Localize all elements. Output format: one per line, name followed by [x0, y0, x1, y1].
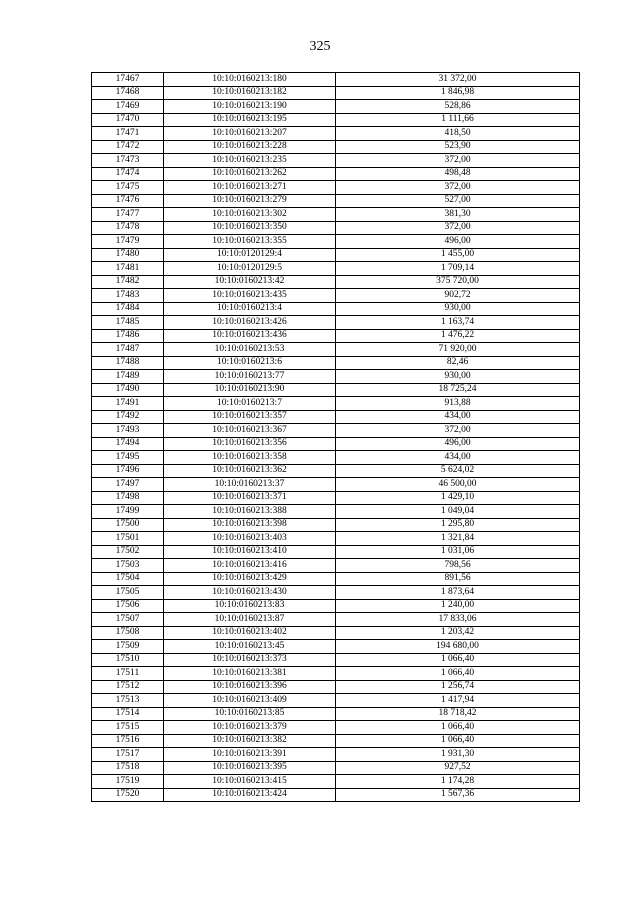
cadastral-number-cell: 10:10:0160213:4: [164, 302, 336, 316]
row-number-cell: 17471: [92, 127, 164, 141]
value-cell: 930,00: [336, 302, 580, 316]
table-row: [92, 734, 580, 748]
cadastral-number-cell: 10:10:0160213:271: [164, 181, 336, 195]
value-cell: 1 111,66: [336, 113, 580, 127]
value-cell: 5 624,02: [336, 464, 580, 478]
table-row: [92, 154, 580, 168]
value-cell: 1 256,74: [336, 680, 580, 694]
row-number-cell: 17488: [92, 356, 164, 370]
value-cell: 1 066,40: [336, 667, 580, 681]
value-cell: 372,00: [336, 154, 580, 168]
table-row: [92, 640, 580, 654]
row-number-cell: 17493: [92, 424, 164, 438]
table-row: [92, 478, 580, 492]
table-row: [92, 559, 580, 573]
value-cell: 798,56: [336, 559, 580, 573]
table-row: [92, 370, 580, 384]
table-row: [92, 181, 580, 195]
row-number-cell: 17481: [92, 262, 164, 276]
value-cell: 1 476,22: [336, 329, 580, 343]
cadastral-number-cell: 10:10:0160213:279: [164, 194, 336, 208]
value-cell: 902,72: [336, 289, 580, 303]
table-row: [92, 167, 580, 181]
row-number-cell: 17516: [92, 734, 164, 748]
row-number-cell: 17509: [92, 640, 164, 654]
value-cell: 1 066,40: [336, 734, 580, 748]
cadastral-number-cell: 10:10:0160213:415: [164, 775, 336, 789]
cadastral-number-cell: 10:10:0160213:373: [164, 653, 336, 667]
value-cell: 434,00: [336, 410, 580, 424]
table-row: [92, 383, 580, 397]
value-cell: 1 163,74: [336, 316, 580, 330]
value-cell: 1 049,04: [336, 505, 580, 519]
row-number-cell: 17500: [92, 518, 164, 532]
row-number-cell: 17479: [92, 235, 164, 249]
cadastral-number-cell: 10:10:0160213:228: [164, 140, 336, 154]
table-row: [92, 491, 580, 505]
table-row: [92, 788, 580, 802]
value-cell: 18 718,42: [336, 707, 580, 721]
table-row: [92, 86, 580, 100]
table-row: [92, 599, 580, 613]
cadastral-number-cell: 10:10:0160213:398: [164, 518, 336, 532]
table-row: [92, 410, 580, 424]
value-cell: 496,00: [336, 235, 580, 249]
value-cell: 1 709,14: [336, 262, 580, 276]
value-cell: 71 920,00: [336, 343, 580, 357]
value-cell: 913,88: [336, 397, 580, 411]
row-number-cell: 17483: [92, 289, 164, 303]
row-number-cell: 17494: [92, 437, 164, 451]
cadastral-number-cell: 10:10:0160213:409: [164, 694, 336, 708]
value-cell: 1 174,28: [336, 775, 580, 789]
cadastral-number-cell: 10:10:0160213:37: [164, 478, 336, 492]
row-number-cell: 17505: [92, 586, 164, 600]
value-cell: 46 500,00: [336, 478, 580, 492]
row-number-cell: 17487: [92, 343, 164, 357]
row-number-cell: 17512: [92, 680, 164, 694]
cadastral-number-cell: 10:10:0160213:402: [164, 626, 336, 640]
value-cell: 31 372,00: [336, 73, 580, 87]
table-row: [92, 140, 580, 154]
value-cell: 1 203,42: [336, 626, 580, 640]
cadastral-number-cell: 10:10:0160213:435: [164, 289, 336, 303]
value-cell: 1 066,40: [336, 653, 580, 667]
cadastral-number-cell: 10:10:0160213:381: [164, 667, 336, 681]
row-number-cell: 17467: [92, 73, 164, 87]
cadastral-number-cell: 10:10:0160213:396: [164, 680, 336, 694]
cadastral-number-cell: 10:10:0160213:42: [164, 275, 336, 289]
cadastral-number-cell: 10:10:0160213:362: [164, 464, 336, 478]
value-cell: 372,00: [336, 181, 580, 195]
row-number-cell: 17507: [92, 613, 164, 627]
value-cell: 1 417,94: [336, 694, 580, 708]
table-row: [92, 680, 580, 694]
row-number-cell: 17496: [92, 464, 164, 478]
table-row: [92, 653, 580, 667]
value-cell: 1 873,64: [336, 586, 580, 600]
table-row: [92, 100, 580, 114]
row-number-cell: 17497: [92, 478, 164, 492]
value-cell: 372,00: [336, 221, 580, 235]
table-row: [92, 248, 580, 262]
value-cell: 1 321,84: [336, 532, 580, 546]
table-row: [92, 586, 580, 600]
cadastral-number-cell: 10:10:0160213:45: [164, 640, 336, 654]
value-cell: 1 066,40: [336, 721, 580, 735]
table-row: [92, 464, 580, 478]
value-cell: 1 455,00: [336, 248, 580, 262]
row-number-cell: 17517: [92, 748, 164, 762]
table-row: [92, 518, 580, 532]
row-number-cell: 17486: [92, 329, 164, 343]
row-number-cell: 17478: [92, 221, 164, 235]
value-cell: 1 846,98: [336, 86, 580, 100]
row-number-cell: 17484: [92, 302, 164, 316]
row-number-cell: 17474: [92, 167, 164, 181]
row-number-cell: 17468: [92, 86, 164, 100]
row-number-cell: 17501: [92, 532, 164, 546]
row-number-cell: 17473: [92, 154, 164, 168]
value-cell: 927,52: [336, 761, 580, 775]
cadastral-number-cell: 10:10:0160213:429: [164, 572, 336, 586]
value-cell: 1 429,10: [336, 491, 580, 505]
row-number-cell: 17510: [92, 653, 164, 667]
row-number-cell: 17469: [92, 100, 164, 114]
table-row: [92, 275, 580, 289]
cadastral-number-cell: 10:10:0160213:424: [164, 788, 336, 802]
row-number-cell: 17515: [92, 721, 164, 735]
table-row: [92, 721, 580, 735]
table-row: [92, 221, 580, 235]
value-cell: 527,00: [336, 194, 580, 208]
value-cell: 498,48: [336, 167, 580, 181]
cadastral-number-cell: 10:10:0160213:403: [164, 532, 336, 546]
cadastral-number-cell: 10:10:0160213:53: [164, 343, 336, 357]
table-row: [92, 397, 580, 411]
value-cell: 496,00: [336, 437, 580, 451]
table-row: [92, 437, 580, 451]
table-row: [92, 73, 580, 87]
cadastral-number-cell: 10:10:0160213:77: [164, 370, 336, 384]
cadastral-number-cell: 10:10:0160213:180: [164, 73, 336, 87]
value-cell: 17 833,06: [336, 613, 580, 627]
table-row: [92, 707, 580, 721]
table-row: [92, 235, 580, 249]
value-cell: 1 931,30: [336, 748, 580, 762]
row-number-cell: 17498: [92, 491, 164, 505]
row-number-cell: 17492: [92, 410, 164, 424]
cadastral-number-cell: 10:10:0160213:382: [164, 734, 336, 748]
table-row: [92, 113, 580, 127]
value-cell: 930,00: [336, 370, 580, 384]
cadastral-number-cell: 10:10:0160213:85: [164, 707, 336, 721]
cadastral-number-cell: 10:10:0160213:371: [164, 491, 336, 505]
table-row: [92, 289, 580, 303]
row-number-cell: 17490: [92, 383, 164, 397]
cadastral-number-cell: 10:10:0160213:436: [164, 329, 336, 343]
row-number-cell: 17482: [92, 275, 164, 289]
value-cell: 523,90: [336, 140, 580, 154]
cadastral-number-cell: 10:10:0160213:426: [164, 316, 336, 330]
table-row: [92, 329, 580, 343]
table-body: [92, 73, 580, 802]
table-row: [92, 545, 580, 559]
cadastral-number-cell: 10:10:0160213:395: [164, 761, 336, 775]
table-row: [92, 532, 580, 546]
value-cell: 1 295,80: [336, 518, 580, 532]
table-row: [92, 194, 580, 208]
cadastral-number-cell: 10:10:0160213:87: [164, 613, 336, 627]
table-row: [92, 748, 580, 762]
value-cell: 418,50: [336, 127, 580, 141]
cadastral-number-cell: 10:10:0160213:430: [164, 586, 336, 600]
table-row: [92, 302, 580, 316]
row-number-cell: 17485: [92, 316, 164, 330]
row-number-cell: 17477: [92, 208, 164, 222]
cadastral-table: [91, 72, 580, 802]
value-cell: 1 031,06: [336, 545, 580, 559]
cadastral-number-cell: 10:10:0160213:302: [164, 208, 336, 222]
cadastral-number-cell: 10:10:0160213:388: [164, 505, 336, 519]
value-cell: 891,56: [336, 572, 580, 586]
value-cell: 375 720,00: [336, 275, 580, 289]
value-cell: 194 680,00: [336, 640, 580, 654]
row-number-cell: 17476: [92, 194, 164, 208]
row-number-cell: 17499: [92, 505, 164, 519]
row-number-cell: 17514: [92, 707, 164, 721]
row-number-cell: 17506: [92, 599, 164, 613]
cadastral-number-cell: 10:10:0120129:5: [164, 262, 336, 276]
row-number-cell: 17519: [92, 775, 164, 789]
row-number-cell: 17470: [92, 113, 164, 127]
table-row: [92, 208, 580, 222]
table-row: [92, 613, 580, 627]
cadastral-number-cell: 10:10:0160213:182: [164, 86, 336, 100]
value-cell: 372,00: [336, 424, 580, 438]
cadastral-number-cell: 10:10:0160213:262: [164, 167, 336, 181]
row-number-cell: 17475: [92, 181, 164, 195]
table-row: [92, 343, 580, 357]
row-number-cell: 17480: [92, 248, 164, 262]
table-row: [92, 505, 580, 519]
cadastral-number-cell: 10:10:0160213:391: [164, 748, 336, 762]
table-row: [92, 694, 580, 708]
cadastral-number-cell: 10:10:0160213:350: [164, 221, 336, 235]
row-number-cell: 17508: [92, 626, 164, 640]
row-number-cell: 17502: [92, 545, 164, 559]
value-cell: 1 567,36: [336, 788, 580, 802]
table-row: [92, 262, 580, 276]
cadastral-number-cell: 10:10:0160213:355: [164, 235, 336, 249]
cadastral-number-cell: 10:10:0160213:410: [164, 545, 336, 559]
cadastral-number-cell: 10:10:0160213:195: [164, 113, 336, 127]
table-row: [92, 424, 580, 438]
cadastral-number-cell: 10:10:0160213:207: [164, 127, 336, 141]
cadastral-number-cell: 10:10:0160213:358: [164, 451, 336, 465]
row-number-cell: 17472: [92, 140, 164, 154]
table-row: [92, 451, 580, 465]
row-number-cell: 17504: [92, 572, 164, 586]
cadastral-number-cell: 10:10:0160213:83: [164, 599, 336, 613]
row-number-cell: 17511: [92, 667, 164, 681]
row-number-cell: 17520: [92, 788, 164, 802]
cadastral-number-cell: 10:10:0160213:367: [164, 424, 336, 438]
table-row: [92, 626, 580, 640]
value-cell: 1 240,00: [336, 599, 580, 613]
table-row: [92, 572, 580, 586]
table-row: [92, 775, 580, 789]
row-number-cell: 17503: [92, 559, 164, 573]
table-row: [92, 316, 580, 330]
table-row: [92, 761, 580, 775]
row-number-cell: 17518: [92, 761, 164, 775]
table-row: [92, 127, 580, 141]
value-cell: 528,86: [336, 100, 580, 114]
cadastral-number-cell: 10:10:0160213:90: [164, 383, 336, 397]
row-number-cell: 17495: [92, 451, 164, 465]
value-cell: 82,46: [336, 356, 580, 370]
page-number: 325: [309, 39, 331, 54]
cadastral-number-cell: 10:10:0160213:6: [164, 356, 336, 370]
value-cell: 18 725,24: [336, 383, 580, 397]
cadastral-number-cell: 10:10:0160213:357: [164, 410, 336, 424]
row-number-cell: 17489: [92, 370, 164, 384]
cadastral-number-cell: 10:10:0160213:416: [164, 559, 336, 573]
row-number-cell: 17491: [92, 397, 164, 411]
cadastral-number-cell: 10:10:0120129:4: [164, 248, 336, 262]
cadastral-number-cell: 10:10:0160213:356: [164, 437, 336, 451]
value-cell: 381,30: [336, 208, 580, 222]
cadastral-number-cell: 10:10:0160213:190: [164, 100, 336, 114]
value-cell: 434,00: [336, 451, 580, 465]
table-row: [92, 667, 580, 681]
table-row: [92, 356, 580, 370]
cadastral-number-cell: 10:10:0160213:235: [164, 154, 336, 168]
row-number-cell: 17513: [92, 694, 164, 708]
cadastral-number-cell: 10:10:0160213:7: [164, 397, 336, 411]
cadastral-number-cell: 10:10:0160213:379: [164, 721, 336, 735]
